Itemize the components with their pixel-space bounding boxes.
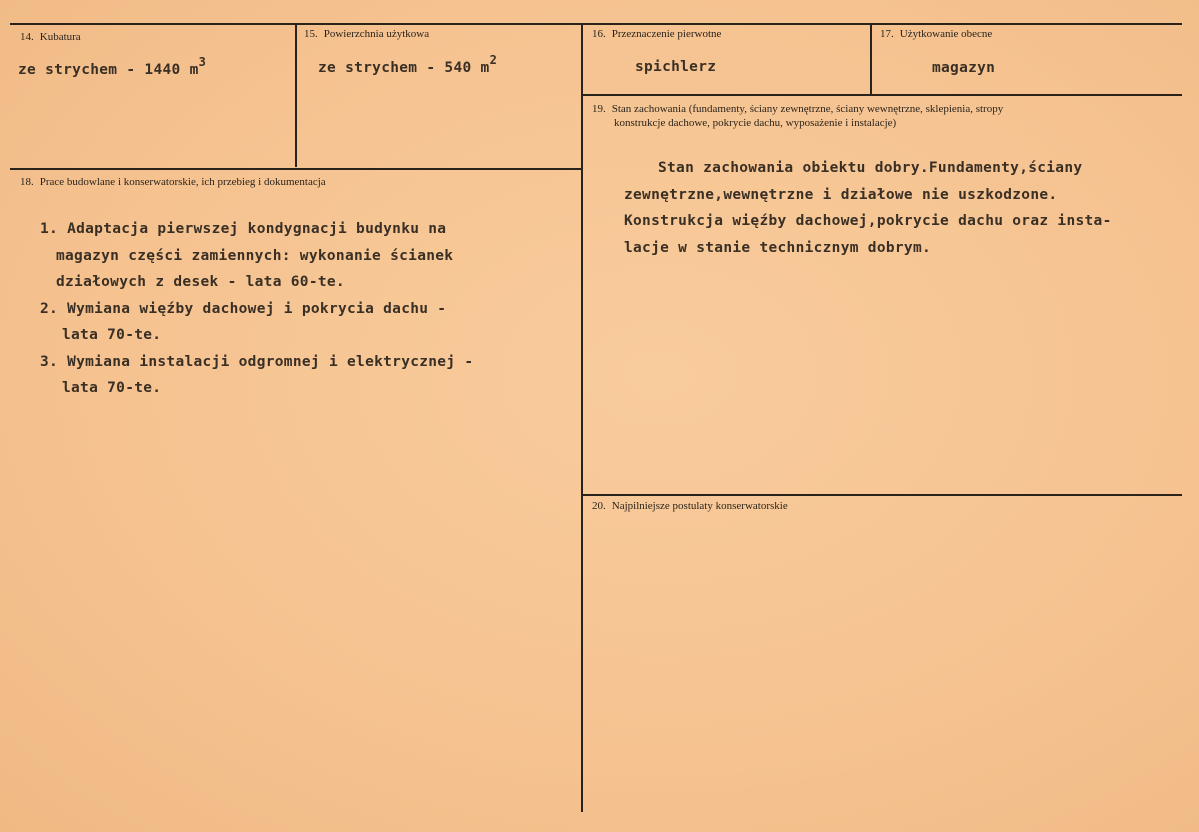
field-19-number: 19. xyxy=(592,103,606,115)
field-19-text xyxy=(624,155,1112,261)
field-19-line: lacje w stanie technicznym dobrym. xyxy=(624,239,932,256)
field-15-number: 15. xyxy=(304,28,318,40)
rule-above-20 xyxy=(582,494,1182,496)
field-18-line: 2. Wymiana więźby dachowej i pokrycia dachu - xyxy=(40,300,447,317)
field-14-value xyxy=(18,55,207,78)
field-16-number: 16. xyxy=(592,28,606,40)
field-17-number: 17. xyxy=(880,28,894,40)
field-15-unit-exponent: 2 xyxy=(489,53,498,67)
rule-below-16-17 xyxy=(582,94,1182,96)
field-17-value: magazyn xyxy=(932,60,996,76)
field-19-line: Stan zachowania obiektu dobry.Fundamenty,ściany xyxy=(658,160,1083,176)
field-19-line: Konstrukcja więźby dachowej,pokrycie dachu oraz insta- xyxy=(624,213,1112,229)
field-16-title: Przeznaczenie pierwotne xyxy=(611,28,722,40)
field-18-label xyxy=(20,175,326,189)
field-19-title-line1: Stan zachowania (fundamenty, ściany zewnętrzne, ściany wewnętrzne, sklepienia, stropy xyxy=(611,103,1004,115)
field-14-value-text: ze strychem - 1440 m xyxy=(18,62,199,78)
field-20-number: 20. xyxy=(592,500,606,512)
field-18-line: lata 70-te. xyxy=(62,327,162,343)
divider-14-15 xyxy=(295,24,297,167)
field-19-label xyxy=(592,102,1003,116)
field-19-label-cont: konstrukcje dachowe, pokrycie dachu, wyposażenie i instalacje) xyxy=(614,117,897,129)
field-18-line: magazyn części zamiennych: wykonanie ścianek xyxy=(56,247,454,264)
field-15-value-text: ze strychem - 540 m xyxy=(318,60,490,76)
field-16-value: spichlerz xyxy=(635,59,717,75)
field-19-line: zewnętrzne,wewnętrzne i działowe nie uszkodzone. xyxy=(624,186,1058,203)
field-14-label xyxy=(20,30,81,44)
field-17-title: Użytkowanie obecne xyxy=(899,28,993,40)
divider-16-17 xyxy=(870,24,872,94)
field-18-line: działowych z desek - lata 60-te. xyxy=(56,274,345,290)
field-18-line: lata 70-te. xyxy=(62,380,162,396)
field-18-number: 18. xyxy=(20,176,34,188)
field-15-title: Powierzchnia użytkowa xyxy=(323,28,430,40)
field-17-label xyxy=(880,27,992,41)
rule-above-18 xyxy=(10,168,582,170)
field-20-title: Najpilniejsze postulaty konserwatorskie xyxy=(611,500,788,512)
field-18-text xyxy=(40,216,473,402)
field-15-value xyxy=(318,53,498,76)
field-14-unit-exponent: 3 xyxy=(198,55,207,69)
field-14-title: Kubatura xyxy=(39,31,81,43)
field-18-line: 3. Wymiana instalacji odgromnej i elektrycznej - xyxy=(40,353,474,370)
top-rule xyxy=(10,23,1182,25)
field-14-number: 14. xyxy=(20,31,34,43)
field-16-label xyxy=(592,27,721,41)
field-18-title: Prace budowlane i konserwatorskie, ich przebieg i dokumentacja xyxy=(39,176,326,188)
main-column-divider xyxy=(581,24,583,812)
field-20-label xyxy=(592,499,788,513)
field-15-label xyxy=(304,27,429,41)
field-18-line: 1. Adaptacja pierwszej kondygnacji budynku na xyxy=(40,221,447,237)
